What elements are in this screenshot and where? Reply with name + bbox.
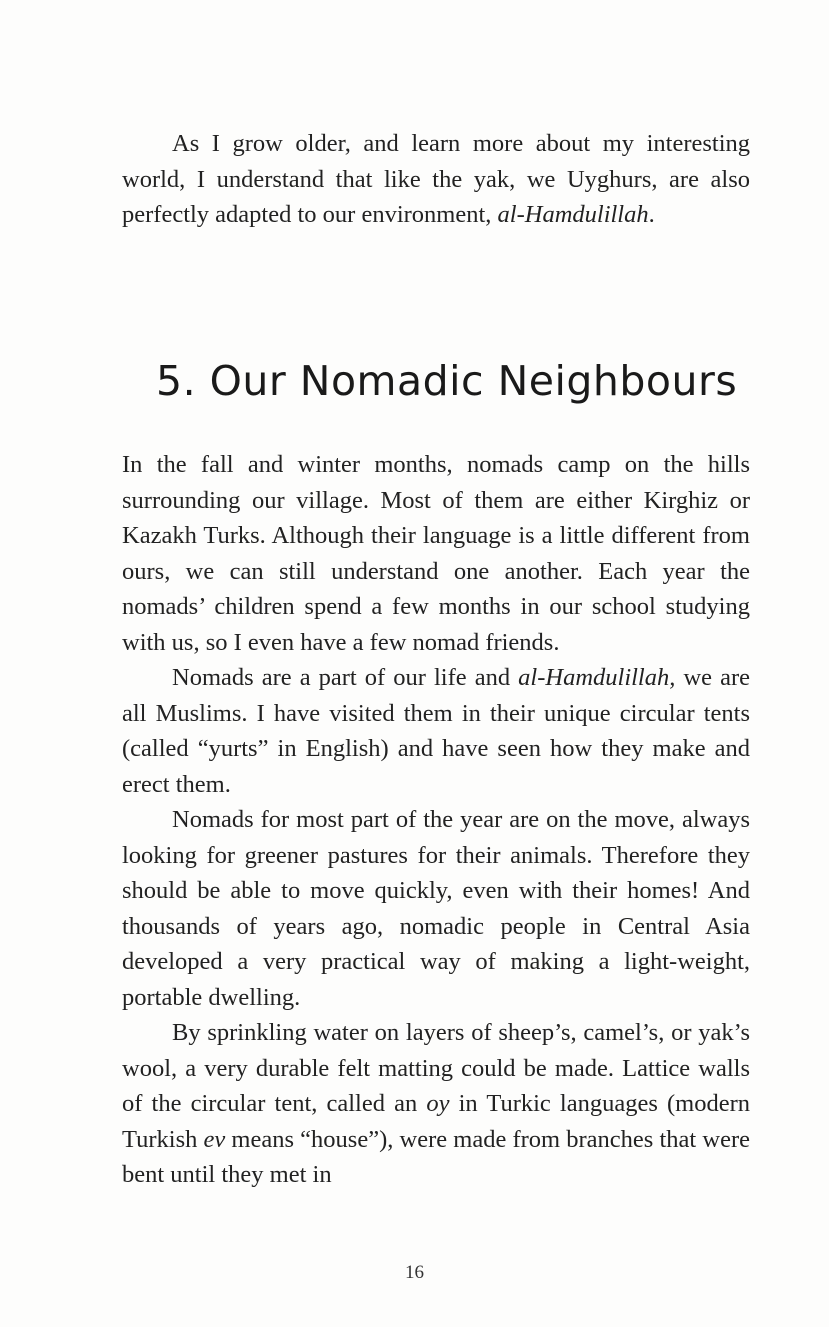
paragraph-4 (122, 1015, 750, 1193)
paragraph-4-italic-oy: oy (426, 1090, 450, 1117)
intro-section (122, 126, 750, 233)
paragraph-1: In the fall and winter months, nomads camp on the hills surrounding our village. Most of them are either Kirghiz or Kazakh Turks. Although their language is a little different from ours, we can still understand one another. Each year the nomads’ children spend a few months in our school studying with us, so I even have a few nomad friends. (122, 451, 750, 656)
chapter-body (122, 447, 750, 1193)
paragraph-2-italic: al-Hamdulillah, (518, 664, 676, 691)
paragraph-4-text-b: in Turkic languages (modern Turkish (122, 1090, 750, 1153)
chapter-heading: 5. Our Nomadic Neighbours (156, 357, 738, 405)
paragraph-4-text-c: means “house”), were made from branches that were bent until they met in (122, 1125, 750, 1188)
paragraph-3: Nomads for most part of the year are on the move, always looking for greener pastures for their animals. Therefore they should be able to move quickly, even with their homes! And thousands of years ago, nomadic people in Central Asia developed a very practical way of making a light-weight, portable dwelling. (122, 806, 750, 1011)
paragraph-2 (122, 660, 750, 802)
intro-text: As I grow older, and learn more about my interesting world, I understand that like the yak, we Uyghurs, are also perfectly adapted to our environment, (122, 130, 750, 228)
intro-paragraph (122, 126, 750, 233)
intro-text-end: . (648, 201, 655, 228)
page-number: 16 (405, 1262, 424, 1283)
paragraph-4-text-a: By sprinkling water on layers of sheep’s, camel’s, or yak’s wool, a very durable felt matting could be made. Lattice walls of the circular tent, called an (122, 1019, 750, 1117)
paragraph-4-italic-ev: ev (203, 1125, 226, 1153)
intro-italic-text: al-Hamdulillah (497, 201, 649, 228)
paragraph-2-text-end: we are all Muslims. I have visited them in their unique circular tents (called “yurts” in English) and have seen how they make and erect them. (122, 664, 750, 798)
paragraph-2-text: Nomads are a part of our life and (172, 664, 519, 691)
